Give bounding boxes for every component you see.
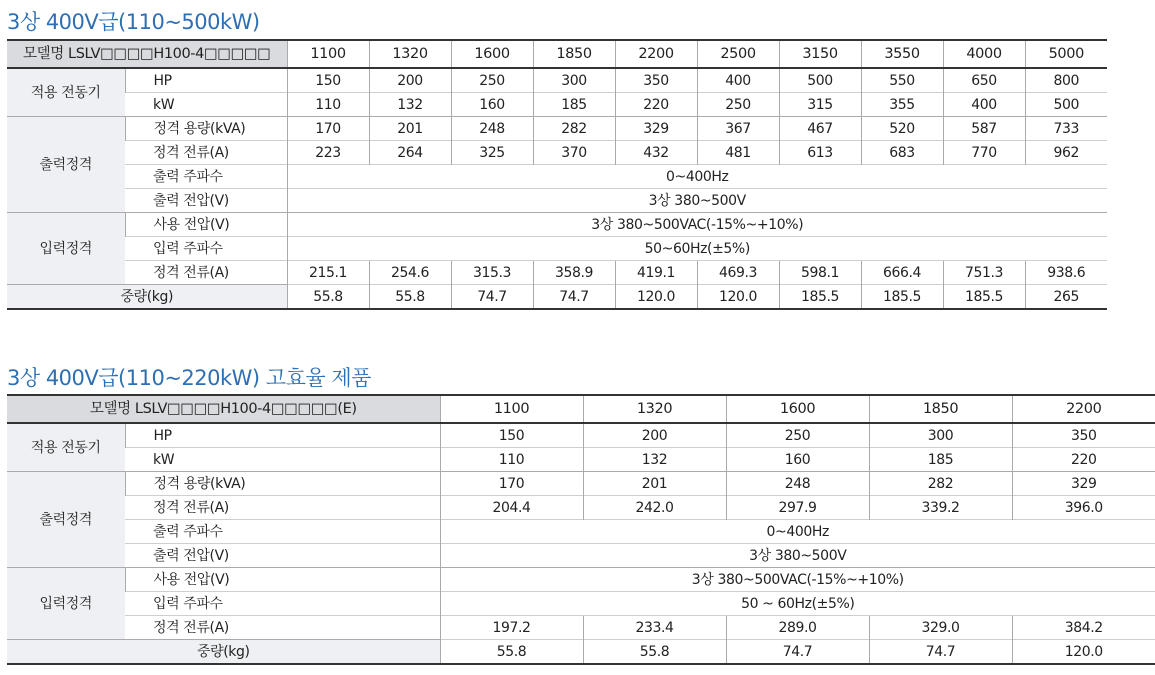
model-column-header: 2500	[697, 40, 779, 68]
cell-value: 233.4	[583, 616, 726, 640]
cell-value: 481	[697, 141, 779, 165]
spec-row	[7, 165, 1107, 189]
cell-value: 598.1	[779, 261, 861, 285]
cell-value: 220	[1012, 448, 1155, 472]
cell-value: 185	[533, 93, 615, 117]
cell-value: 170	[287, 117, 369, 141]
weight-label: 중량(kg)	[7, 640, 440, 665]
cell-value: 500	[779, 68, 861, 93]
row-label: kW	[125, 93, 287, 117]
model-column-header: 4000	[943, 40, 1025, 68]
cell-value: 282	[533, 117, 615, 141]
cell-value: 358.9	[533, 261, 615, 285]
spec-row	[7, 117, 1107, 141]
spec-row	[7, 141, 1107, 165]
cell-value: 110	[440, 448, 583, 472]
section-title-high-efficiency: 3상 400V급(110~220kW) 고효율 제품	[7, 366, 371, 390]
cell-value: 419.1	[615, 261, 697, 285]
cell-value: 132	[583, 448, 726, 472]
group-label: 적용 전동기	[7, 423, 125, 472]
cell-value: 367	[697, 117, 779, 141]
weight-value: 185.5	[861, 285, 943, 310]
cell-value: 150	[440, 423, 583, 448]
model-column-header: 2200	[615, 40, 697, 68]
cell-value: 350	[1012, 423, 1155, 448]
row-label: 정격 용량(kVA)	[125, 117, 287, 141]
spec-row	[7, 496, 1155, 520]
row-label: 정격 전류(A)	[125, 616, 440, 640]
model-column-header: 3150	[779, 40, 861, 68]
cell-value: 350	[615, 68, 697, 93]
cell-value: 938.6	[1025, 261, 1107, 285]
cell-value: 315	[779, 93, 861, 117]
row-label: 사용 전압(V)	[125, 213, 287, 237]
cell-value: 300	[869, 423, 1012, 448]
group-label: 출력정격	[7, 117, 125, 213]
cell-value: 300	[533, 68, 615, 93]
cell-value: 520	[861, 117, 943, 141]
cell-value: 160	[726, 448, 869, 472]
cell-value: 325	[451, 141, 533, 165]
spec-row	[7, 68, 1107, 93]
cell-value: 355	[861, 93, 943, 117]
spec-row	[7, 544, 1155, 568]
cell-value: 250	[726, 423, 869, 448]
row-label: kW	[125, 448, 440, 472]
spanned-value: 50~60Hz(±5%)	[287, 237, 1107, 261]
row-label: 출력 주파수	[125, 520, 440, 544]
weight-value: 74.7	[451, 285, 533, 310]
spec-row	[7, 472, 1155, 496]
cell-value: 800	[1025, 68, 1107, 93]
cell-value: 400	[697, 68, 779, 93]
cell-value: 297.9	[726, 496, 869, 520]
weight-value: 185.5	[943, 285, 1025, 310]
cell-value: 132	[369, 93, 451, 117]
cell-value: 384.2	[1012, 616, 1155, 640]
spec-row	[7, 448, 1155, 472]
cell-value: 683	[861, 141, 943, 165]
weight-value: 74.7	[533, 285, 615, 310]
cell-value: 201	[369, 117, 451, 141]
row-label: 출력 주파수	[125, 165, 287, 189]
cell-value: 467	[779, 117, 861, 141]
header-row	[7, 40, 1107, 68]
section-title-400v: 3상 400V급(110~500kW)	[7, 10, 260, 34]
model-column-header: 1850	[533, 40, 615, 68]
cell-value: 613	[779, 141, 861, 165]
cell-value: 197.2	[440, 616, 583, 640]
row-label: HP	[125, 68, 287, 93]
spanned-value: 3상 380~500V	[287, 189, 1107, 213]
model-name-header: 모델명 LSLV□□□□H100-4□□□□□	[7, 40, 287, 68]
cell-value: 329	[1012, 472, 1155, 496]
spec-row	[7, 213, 1107, 237]
cell-value: 666.4	[861, 261, 943, 285]
cell-value: 200	[583, 423, 726, 448]
model-column-header: 3550	[861, 40, 943, 68]
spec-table-400v	[7, 39, 1107, 310]
weight-value: 74.7	[726, 640, 869, 665]
cell-value: 400	[943, 93, 1025, 117]
cell-value: 160	[451, 93, 533, 117]
spec-row	[7, 616, 1155, 640]
cell-value: 220	[615, 93, 697, 117]
row-label: 출력 전압(V)	[125, 189, 287, 213]
cell-value: 339.2	[869, 496, 1012, 520]
spec-row	[7, 568, 1155, 592]
spec-row	[7, 520, 1155, 544]
cell-value: 370	[533, 141, 615, 165]
spanned-value: 3상 380~500V	[440, 544, 1155, 568]
cell-value: 248	[726, 472, 869, 496]
group-label: 출력정격	[7, 472, 125, 568]
cell-value: 250	[451, 68, 533, 93]
row-label: 입력 주파수	[125, 237, 287, 261]
cell-value: 587	[943, 117, 1025, 141]
cell-value: 315.3	[451, 261, 533, 285]
model-column-header: 1100	[287, 40, 369, 68]
cell-value: 264	[369, 141, 451, 165]
cell-value: 770	[943, 141, 1025, 165]
weight-value: 265	[1025, 285, 1107, 310]
cell-value: 201	[583, 472, 726, 496]
cell-value: 469.3	[697, 261, 779, 285]
model-column-header: 2200	[1012, 395, 1155, 423]
model-column-header: 1100	[440, 395, 583, 423]
group-label: 입력정격	[7, 213, 125, 285]
cell-value: 185	[869, 448, 1012, 472]
cell-value: 150	[287, 68, 369, 93]
cell-value: 204.4	[440, 496, 583, 520]
spec-table-high-efficiency	[7, 394, 1155, 665]
weight-row	[7, 285, 1107, 310]
spanned-value: 0~400Hz	[440, 520, 1155, 544]
spanned-value: 0~400Hz	[287, 165, 1107, 189]
weight-value: 120.0	[615, 285, 697, 310]
cell-value: 396.0	[1012, 496, 1155, 520]
row-label: 입력 주파수	[125, 592, 440, 616]
spec-row	[7, 261, 1107, 285]
row-label: 출력 전압(V)	[125, 544, 440, 568]
spanned-value: 50 ~ 60Hz(±5%)	[440, 592, 1155, 616]
model-column-header: 1320	[583, 395, 726, 423]
cell-value: 242.0	[583, 496, 726, 520]
spanned-value: 3상 380~500VAC(-15%~+10%)	[287, 213, 1107, 237]
header-row	[7, 395, 1155, 423]
model-column-header: 1320	[369, 40, 451, 68]
row-label: 정격 전류(A)	[125, 496, 440, 520]
cell-value: 432	[615, 141, 697, 165]
weight-value: 55.8	[583, 640, 726, 665]
spec-row	[7, 189, 1107, 213]
weight-value: 120.0	[1012, 640, 1155, 665]
weight-value: 55.8	[369, 285, 451, 310]
spec-row	[7, 592, 1155, 616]
row-label: HP	[125, 423, 440, 448]
cell-value: 254.6	[369, 261, 451, 285]
cell-value: 250	[697, 93, 779, 117]
cell-value: 329	[615, 117, 697, 141]
weight-value: 185.5	[779, 285, 861, 310]
cell-value: 282	[869, 472, 1012, 496]
weight-value: 74.7	[869, 640, 1012, 665]
spec-row	[7, 93, 1107, 117]
cell-value: 751.3	[943, 261, 1025, 285]
row-label: 사용 전압(V)	[125, 568, 440, 592]
cell-value: 733	[1025, 117, 1107, 141]
cell-value: 329.0	[869, 616, 1012, 640]
group-label: 입력정격	[7, 568, 125, 640]
cell-value: 500	[1025, 93, 1107, 117]
spec-row	[7, 423, 1155, 448]
cell-value: 223	[287, 141, 369, 165]
cell-value: 550	[861, 68, 943, 93]
cell-value: 289.0	[726, 616, 869, 640]
spanned-value: 3상 380~500VAC(-15%~+10%)	[440, 568, 1155, 592]
row-label: 정격 전류(A)	[125, 261, 287, 285]
row-label: 정격 용량(kVA)	[125, 472, 440, 496]
weight-value: 55.8	[287, 285, 369, 310]
model-column-header: 5000	[1025, 40, 1107, 68]
weight-label: 중량(kg)	[7, 285, 287, 310]
weight-value: 55.8	[440, 640, 583, 665]
model-column-header: 1600	[451, 40, 533, 68]
cell-value: 215.1	[287, 261, 369, 285]
cell-value: 200	[369, 68, 451, 93]
weight-row	[7, 640, 1155, 665]
model-name-header: 모델명 LSLV□□□□H100-4□□□□□(E)	[7, 395, 440, 423]
cell-value: 110	[287, 93, 369, 117]
cell-value: 650	[943, 68, 1025, 93]
model-column-header: 1850	[869, 395, 1012, 423]
cell-value: 248	[451, 117, 533, 141]
cell-value: 962	[1025, 141, 1107, 165]
row-label: 정격 전류(A)	[125, 141, 287, 165]
weight-value: 120.0	[697, 285, 779, 310]
cell-value: 170	[440, 472, 583, 496]
model-column-header: 1600	[726, 395, 869, 423]
group-label: 적용 전동기	[7, 68, 125, 117]
spec-row	[7, 237, 1107, 261]
